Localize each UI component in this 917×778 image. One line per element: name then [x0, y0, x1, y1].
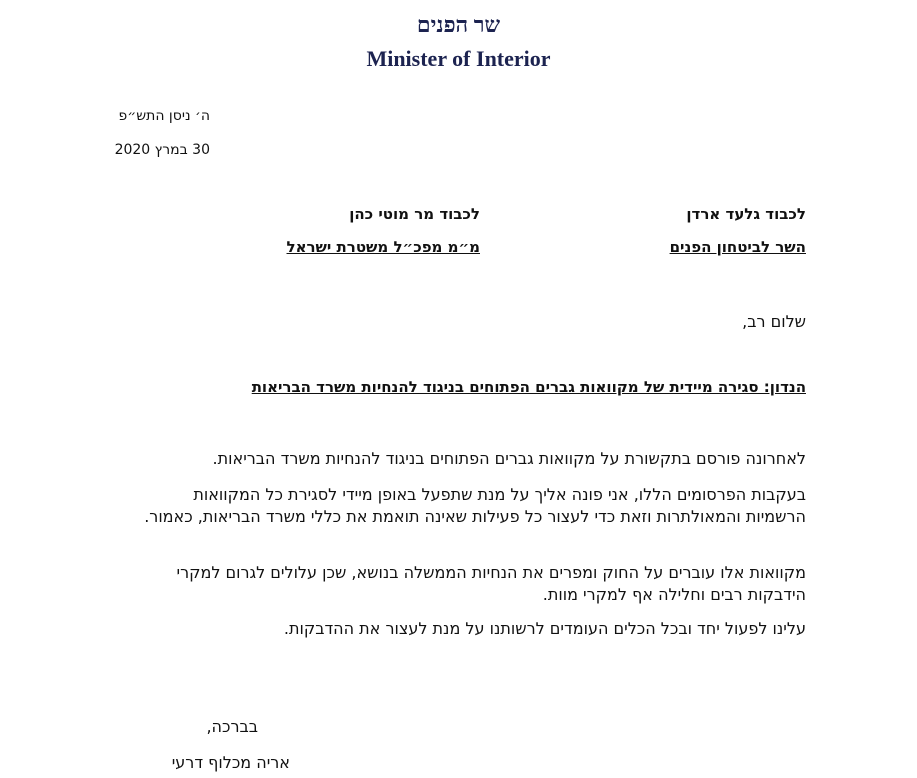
paragraph-3: מקוואות אלו עוברים על החוק ומפרים את הנחיות הממשלה בנושא, שכן עלולים לגרום למקרי הידבקות רבים וחלילה אף למקרי מוות.: [176, 563, 806, 604]
paragraph-4: עלינו לפעול יחד ובכל הכלים העומדים לרשותנו על מנת לעצור את ההדבקות.: [283, 619, 806, 638]
recipient-1-name: לכבוד גלעד ארדן: [686, 205, 806, 223]
recipient-2-title: מ״מ מפכ״ל משטרת ישראל: [286, 238, 480, 256]
date-hebrew: ה׳ ניסן התש״פ: [118, 108, 210, 124]
greeting: שלום רב,: [742, 312, 806, 331]
letterhead-hebrew: שר הפנים: [416, 12, 501, 37]
paragraph-1: לאחרונה פורסם בתקשורת על מקוואות גברים הפתוחים בניגוד להנחיות משרד הבריאות.: [212, 449, 806, 468]
letterhead-english: Minister of Interior: [366, 46, 551, 71]
subject-line: הנדון: סגירה מיידית של מקוואות גברים הפתוחים בניגוד להנחיות משרד הבריאות: [251, 378, 806, 396]
recipient-1-title: השר לביטחון הפנים: [669, 238, 806, 256]
closing: בברכה,: [206, 717, 258, 736]
date-gregorian: 30 במרץ 2020: [114, 142, 210, 158]
recipient-2-name: לכבוד מר מוטי כהן: [349, 205, 480, 223]
signature-name: אריה מכלוף דרעי: [171, 753, 290, 772]
paragraph-2: בעקבות הפרסומים הללו, אני פונה אליך על מנת שתפעל באופן מיידי לסגירת כל המקוואות הרשמיות והמאולתרות וזאת כדי לעצור כל פעילות שאינה תואמת את כללי משרד הבריאות, כאמור.: [144, 485, 806, 526]
